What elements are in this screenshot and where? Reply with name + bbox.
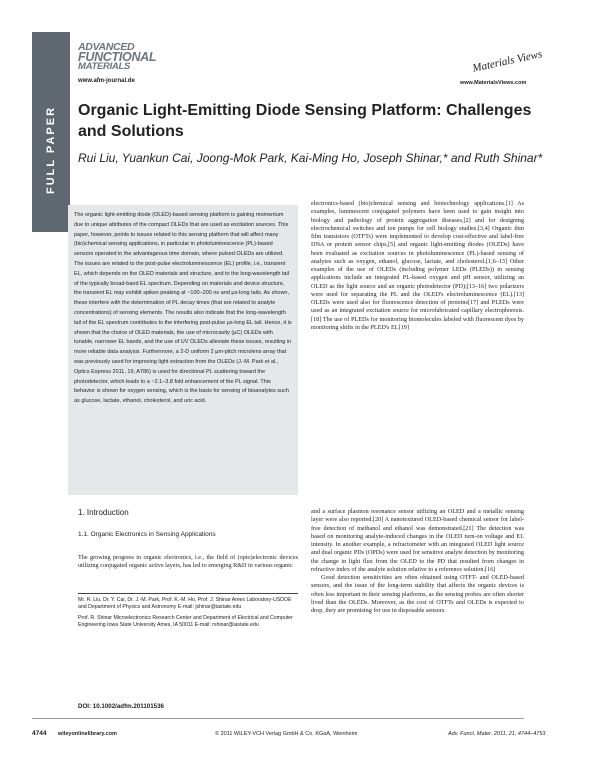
doi[interactable]: DOI: 10.1002/adfm.201101536 bbox=[78, 703, 164, 710]
article-type-text: FULL PAPER bbox=[45, 105, 58, 195]
journal-logo-line-1: ADVANCED bbox=[78, 41, 135, 53]
footer-url[interactable]: wileyonlinelibrary.com bbox=[58, 731, 117, 737]
page-number: 4744 bbox=[32, 730, 47, 737]
intro-paragraph: The growing progress in organic electronics, i.e., the field of (opto)electronic devices utilizing conjugated organic active layers, has led to emerging R&D in various organic bbox=[78, 554, 298, 570]
author-list: Rui Liu, Yuankun Cai, Joong-Mok Park, Kai-Ming Ho, Joseph Shinar,* and Ruth Shinar* bbox=[78, 151, 543, 165]
publisher-logo bbox=[470, 46, 544, 80]
publisher-url[interactable]: www.MaterialsViews.com bbox=[460, 80, 527, 86]
left-column bbox=[78, 508, 298, 571]
journal-url[interactable]: www.afm-journal.de bbox=[78, 78, 135, 84]
footer-divider bbox=[32, 718, 524, 719]
body-paragraph-2: Good detection sensitivities are often obtained using OTFT- and OLED-based sensors, and the issue of the long-term stability that affects the organic devices is often less important in their sensing platforms, as the sensing probes are often shorter lived than the OLEDs. Moreover, as the cost of OTFTs and OLEDs is expected to drop, they are promising for use in disposable sensors. bbox=[311, 574, 524, 614]
lower-right-column bbox=[311, 508, 524, 615]
citation: Adv. Funct. Mater. 2011, 21, 4744–4753 bbox=[448, 731, 546, 737]
abstract-text: The organic light-emitting diode (OLED)-based sensing platform is gaining momentum due to unique attributes of the compact OLEDs that are used as excitation sources. This paper, however, points to issues related to this sensing platform that will affect many (bio)chemical sensing applications, in particular in photoluminescence (PL)-based sensors operated in the advantageous time domain, where pulsed OLEDs are utilized. The issues are related to the post-pulse electroluminescence (EL) profile, i.e., transient EL, which depends on the OLED materials and structure, and to the long-wavelength tail of the typically broad-band EL spectrum. Depending on materials and device structure, the transient EL may exhibit spikes peaking at ~100–200 ns and μs-long tails. As shown, these interfere with the determination of PL decay times (that are related to analyte concentrations) of sensing elements. The results also indicate that the long-wavelength tail of the EL spectrum contributes to the interfering post-pulse μs-long EL tail. Hence, it is shown that the choice of OLED materials, the use of microcavity (μC) OLEDs with tunable, narrower EL bands, and the use of UV OLEDs alleviate these issues, resulting in more reliable data analysis. Furthermore, a 2-D uniform 2 μm-pitch microlens array that was previously used for improving light extraction from the OLEDs (J.-M. Park et al., Optics Express 2011, 19, A786) is used for directional PL scattering toward the photodetector, which leads to a ~2.1–3.8 fold enhancement of the PL signal. This behavior is shown for oxygen sensing, which is the basis for sensing of bioanalytes such as glucose, lactate, ethanol, cholesterol, and uric acid. bbox=[74, 212, 292, 405]
publisher-logo-text: Materials Views bbox=[471, 48, 544, 75]
affiliation-1: Mr. R. Liu, Dr. Y. Cai, Dr. J.-M. Park, Prof. K.-M. Ho, Prof. J. Shinar Ames Laboratory-USDOE and Department of Physics and Astronomy E-mail: jshinar@iastate.edu bbox=[78, 597, 292, 611]
subsection-heading: 1.1. Organic Electronics in Sensing Applications bbox=[78, 531, 216, 538]
abstract-box bbox=[68, 205, 298, 495]
article-type-label bbox=[32, 95, 70, 205]
right-column-text: electronics-based (bio)chemical sensing and biotechnology applications.[1] As examples, luminescent conjugated polymers have been used to gain insight into biology and pathology of protein aggregation diseases,[2] and for designing electrochemical switches and ion pumps for cell biology studies.[3,4] Organic thin film transistors (OTFTs) were implemented to develop cost-effective and label-free DNA or protein sensor chips,[5] and organic light-emitting diodes (OLEDs) have been evaluated as excitation sources in photoluminescence (PL)-based sensing of analytes such as oxygen, ethanol, glucose, lactate, and cholesterol.[1,6–13] Other examples of the use of OLEDs (including polymer LEDs (PLEDs)) in sensing applications include an integrated PL-based oxygen and pH sensor, utilizing an OLED as the light source and an organic photodetector (PD);[13–16] two polarizers were used for separating the PL and the OLED's electroluminescence (EL).[13] OLEDs were used also for fluorescence detection of proteins[17] and PLEDs were used as an integrated excitation source for microfabricated capillary electrophoresis.[18] The use of PLEDs for monitoring biomolecules labeled with fluorescent dyes by monitoring shifts in the PLED's EL[19] bbox=[311, 200, 524, 331]
journal-logo bbox=[78, 43, 156, 71]
right-column bbox=[311, 200, 524, 332]
affiliation-2: Prof. R. Shinar Microelectronics Research Center and Department of Electrical and Computer Engineering Iowa State University Ames, IA 50011 E-mail: rshinar@iastate.edu bbox=[78, 614, 293, 628]
copyright: © 2011 WILEY-VCH Verlag GmbH & Co. KGaA, Weinheim bbox=[215, 731, 358, 737]
footnote-divider bbox=[78, 593, 298, 594]
author-affiliations bbox=[78, 597, 298, 632]
journal-logo-line-2: FUNCTIONAL bbox=[78, 49, 157, 64]
article-title: Organic Light-Emitting Diode Sensing Platform: Challenges and Solutions bbox=[78, 102, 532, 140]
section-heading: 1. Introduction bbox=[78, 508, 129, 517]
body-paragraph-1: and a surface plasmon resonance sensor utilizing an OLED and a metallic sensing layer were also reported.[20] A nanotextured OLED-based chemical sensor for label-free detection of methanol and ethanol was demonstrated.[21] The detection was based on monitoring analyte-induced changes in the OLED turn-on voltage and EL intensity. In another example, a refractometer with an integrated OLED light source and dual organic PDs (OPDs) were used for sensitive analyte detection by monitoring the change in light flux from the OLED to the PD that resulted from changes in refractive index of the analyte solution relative to a reference solution.[16] bbox=[311, 508, 524, 573]
journal-logo-line-3: MATERIALS bbox=[78, 60, 131, 72]
